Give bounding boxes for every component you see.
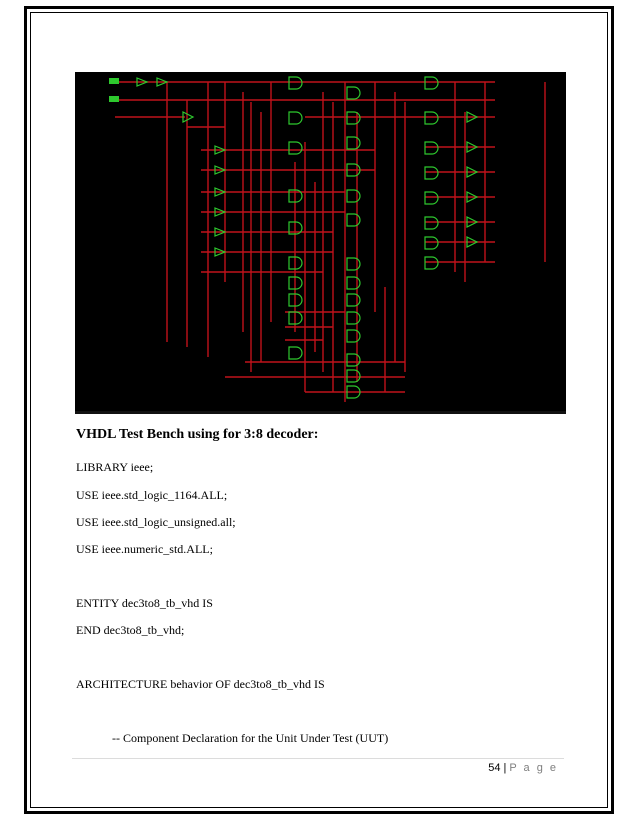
code-line-comment: -- Component Declaration for the Unit Under Test (UUT) bbox=[112, 731, 389, 745]
code-line-library: LIBRARY ieee; bbox=[76, 460, 154, 474]
code-line-end-entity: END dec3to8_tb_vhd; bbox=[76, 623, 185, 637]
code-line-architecture: ARCHITECTURE behavior OF dec3to8_tb_vhd IS bbox=[76, 677, 325, 691]
footer-divider bbox=[72, 758, 564, 759]
page-number: 54 bbox=[488, 762, 501, 774]
code-line-use-unsigned: USE ieee.std_logic_unsigned.all; bbox=[76, 515, 236, 529]
section-heading: VHDL Test Bench using for 3:8 decoder: bbox=[76, 427, 319, 442]
code-line-entity: ENTITY dec3to8_tb_vhd IS bbox=[76, 596, 213, 610]
decoder-schematic-figure bbox=[75, 72, 566, 414]
logic-schematic-icon bbox=[75, 72, 566, 411]
footer-separator: | bbox=[503, 762, 507, 774]
code-line-use-std-logic: USE ieee.std_logic_1164.ALL; bbox=[76, 488, 228, 502]
code-line-use-numeric: USE ieee.numeric_std.ALL; bbox=[76, 542, 213, 556]
page-label: P a g e bbox=[509, 762, 558, 774]
page-footer bbox=[488, 762, 558, 774]
